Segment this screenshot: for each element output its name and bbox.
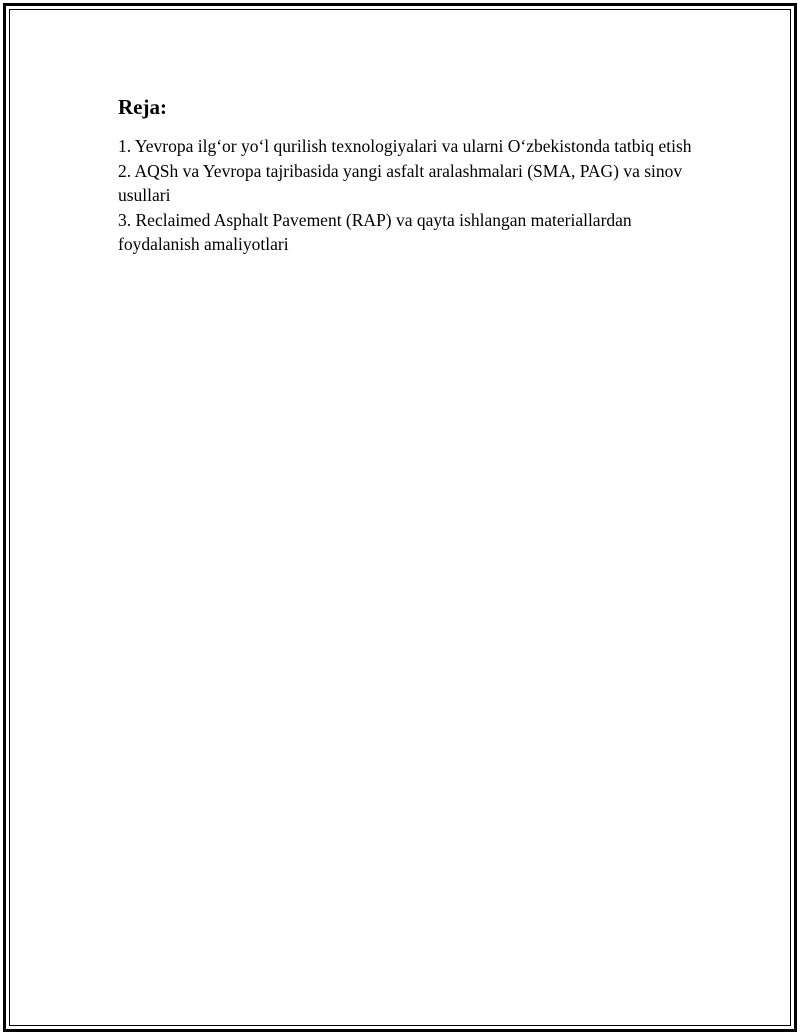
- plan-list: [118, 134, 698, 257]
- plan-item-2: 2. AQSh va Yevropa tajribasida yangi asfalt aralashmalari (SMA, PAG) va sinov usullari: [118, 160, 683, 205]
- plan-heading: Reja:: [118, 95, 167, 119]
- plan-item-1: 1. Yevropa ilg‘or yo‘l qurilish texnologiyalari va ularni O‘zbekistonda tatbiq etish: [118, 136, 692, 156]
- page-content: [118, 94, 698, 257]
- plan-item-3: 3. Reclaimed Asphalt Pavement (RAP) va qayta ishlangan materiallardan foydalanish amaliyotlari: [118, 209, 632, 254]
